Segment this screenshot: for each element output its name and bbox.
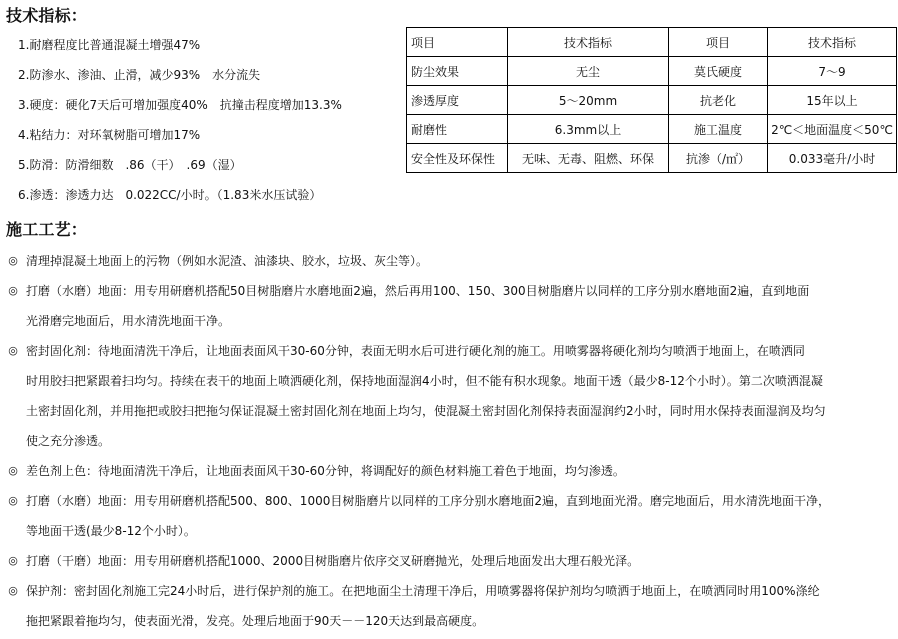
process-step xyxy=(6,456,894,486)
table-cell: 防尘效果 xyxy=(407,57,508,86)
step-text-line: 打磨（水磨）地面：用专用研磨机搭配50目树脂磨片水磨地面2遍，然后再用100、150、300目树脂磨片以同样的工序分别水磨地面2遍，直到地面 xyxy=(26,284,810,298)
process-step xyxy=(6,336,894,456)
step-text-line: 光滑磨完地面后，用水清洗地面干净。 xyxy=(26,314,231,328)
bullet-circle-icon: ◎ xyxy=(8,554,18,567)
process-step xyxy=(6,546,894,576)
step-text-line: 保护剂：密封固化剂施工完24小时后，进行保护剂的施工。在把地面尘土清理干净后，用喷雾器将保护剂均匀喷洒于地面上，在喷洒同时用100%涤纶 xyxy=(26,584,820,598)
spec-item: 3.硬度：硬化7天后可增加强度40% 抗撞击程度增加13.3% xyxy=(18,98,342,112)
table-cell: 0.033毫升/小时 xyxy=(768,144,897,173)
spec-table-container xyxy=(406,27,897,173)
process-step xyxy=(6,486,894,546)
step-text-line: 清理掉混凝土地面上的污物（例如水泥渣、油漆块、胶水，垃圾、灰尘等）。 xyxy=(26,254,429,268)
step-text-line: 土密封固化剂，并用拖把或胶扫把拖匀保证混凝土密封固化剂在地面上均匀，使混凝土密封固化剂保持表面湿润约2小时，同时用水保持表面湿润及均匀 xyxy=(26,404,826,418)
table-header-row xyxy=(407,28,897,57)
spec-table xyxy=(406,27,897,173)
process-step xyxy=(6,276,894,336)
table-row xyxy=(407,115,897,144)
table-cell: 渗透厚度 xyxy=(407,86,508,115)
table-cell: 抗渗（/㎡） xyxy=(669,144,768,173)
table-header-cell: 项目 xyxy=(407,28,508,57)
process-step xyxy=(6,576,894,636)
spec-list xyxy=(18,30,388,210)
process-steps xyxy=(6,246,894,636)
table-cell: 安全性及环保性 xyxy=(407,144,508,173)
tech-section-title: 技术指标： xyxy=(6,6,88,25)
table-header-cell: 技术指标 xyxy=(768,28,897,57)
bullet-circle-icon: ◎ xyxy=(8,344,18,357)
table-cell: 无味、无毒、阻燃、环保 xyxy=(508,144,669,173)
step-text-line: 使之充分渗透。 xyxy=(26,434,111,448)
step-text-line: 打磨（水磨）地面：用专用研磨机搭配500、800、1000目树脂磨片以同样的工序分别水磨地面2遍，直到地面光滑。磨完地面后，用水清洗地面干净， xyxy=(26,494,830,508)
step-text-line: 等地面干透(最少8-12个小时）。 xyxy=(26,524,196,538)
bullet-circle-icon: ◎ xyxy=(8,464,18,477)
table-cell: 6.3mm以上 xyxy=(508,115,669,144)
table-cell: 施工温度 xyxy=(669,115,768,144)
bullet-circle-icon: ◎ xyxy=(8,254,18,267)
table-row xyxy=(407,57,897,86)
table-row xyxy=(407,144,897,173)
bullet-circle-icon: ◎ xyxy=(8,284,18,297)
table-cell: 莫氏硬度 xyxy=(669,57,768,86)
spec-item: 6.渗透：渗透力达 0.022CC/小时。（1.83米水压试验） xyxy=(18,188,322,202)
step-text-line: 时用胶扫把紧跟着扫均匀。持续在表干的地面上喷洒硬化剂，保持地面湿润4小时，但不能有积水现象。地面干透（最少8-12个小时）。第二次喷洒混凝 xyxy=(26,374,823,388)
table-cell: 7～9 xyxy=(768,57,897,86)
spec-item: 2.防渗水、渗油、止滑，减少93% 水分流失 xyxy=(18,68,261,82)
table-cell: 15年以上 xyxy=(768,86,897,115)
step-text-line: 拖把紧跟着拖均匀，使表面光滑，发亮。处理后地面于90天－－120天达到最高硬度。 xyxy=(26,614,485,628)
table-cell: 5～20mm xyxy=(508,86,669,115)
table-header-cell: 技术指标 xyxy=(508,28,669,57)
step-text-line: 密封固化剂：待地面清洗干净后，让地面表面风干30-60分钟，表面无明水后可进行硬化剂的施工。用喷雾器将硬化剂均匀喷洒于地面上，在喷洒同 xyxy=(26,344,805,358)
table-row xyxy=(407,86,897,115)
table-cell: 无尘 xyxy=(508,57,669,86)
process-section-title: 施工工艺： xyxy=(6,220,88,239)
table-cell: 抗老化 xyxy=(669,86,768,115)
spec-item: 1.耐磨程度比普通混凝土增强47% xyxy=(18,38,201,52)
table-cell: 耐磨性 xyxy=(407,115,508,144)
spec-item: 4.粘结力：对环氧树脂可增加17% xyxy=(18,128,201,142)
spec-item: 5.防滑：防滑细数 .86（干） .69（湿） xyxy=(18,158,242,172)
table-header-cell: 项目 xyxy=(669,28,768,57)
process-step xyxy=(6,246,894,276)
table-cell: 2℃＜地面温度＜50℃ xyxy=(768,115,897,144)
bullet-circle-icon: ◎ xyxy=(8,584,18,597)
step-text-line: 差色剂上色：待地面清洗干净后，让地面表面风干30-60分钟，将调配好的颜色材料施工着色于地面，均匀渗透。 xyxy=(26,464,625,478)
bullet-circle-icon: ◎ xyxy=(8,494,18,507)
step-text-line: 打磨（干磨）地面：用专用研磨机搭配1000、2000目树脂磨片依序交叉研磨抛光，处理后地面发出大理石般光泽。 xyxy=(26,554,640,568)
